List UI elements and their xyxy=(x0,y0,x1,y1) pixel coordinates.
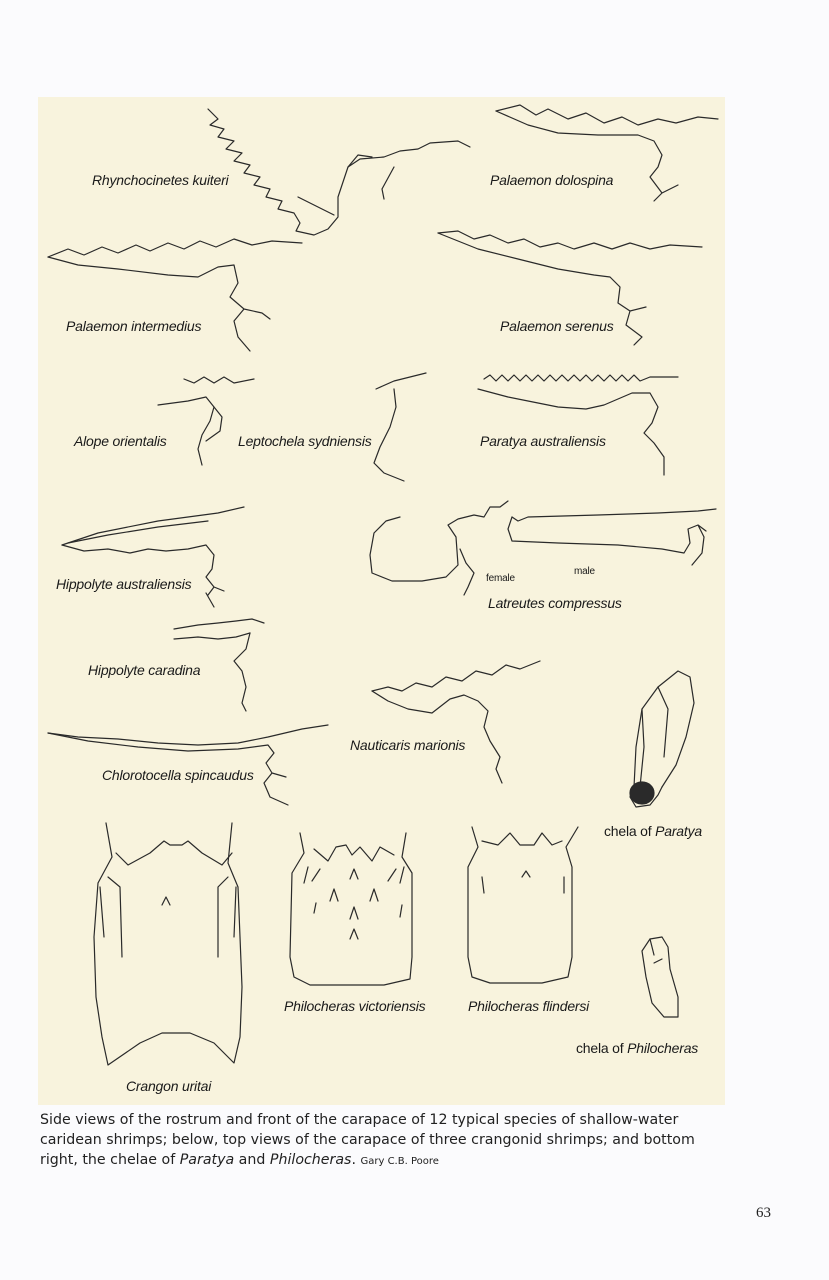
figure-caption xyxy=(40,1110,730,1172)
caption-credit: Gary C.B. Poore xyxy=(360,1156,439,1167)
illustration-plate xyxy=(38,97,725,1105)
drawing-chela-paratya xyxy=(630,671,694,807)
drawing-nauticaris xyxy=(372,661,540,783)
label-chela-of-paratya xyxy=(604,823,702,839)
label-latreutes-female: female xyxy=(486,573,515,584)
label-alope-orientalis: Alope orientalis xyxy=(74,433,167,449)
caption-genus-paratya: Paratya xyxy=(179,1152,235,1168)
label-chela-of-philocheras xyxy=(576,1040,698,1056)
label-palaemon-dolospina: Palaemon dolospina xyxy=(490,172,614,188)
page-number: 63 xyxy=(756,1205,771,1221)
drawing-alope xyxy=(158,377,254,465)
drawing-hippolyte-australiensis xyxy=(62,507,244,607)
label-palaemon-serenus: Palaemon serenus xyxy=(500,318,614,334)
caption-text: Side views of the rostrum and front of the carapace of 12 typical species of shallow-water caridean shrimps; below, top views of the carapace of three crangonid shrimps; and bottom right, the chelae of xyxy=(40,1112,695,1168)
drawing-rhynchocinetes xyxy=(208,109,470,235)
label-palaemon-intermedius: Palaemon intermedius xyxy=(66,318,202,334)
label-paratya-australiensis: Paratya australiensis xyxy=(480,433,606,449)
label-nauticaris-marionis: Nauticaris marionis xyxy=(350,737,466,753)
label-philocheras-victoriensis: Philocheras victoriensis xyxy=(284,998,426,1014)
drawing-leptochela xyxy=(374,373,426,481)
drawing-palaemon-intermedius xyxy=(48,239,302,351)
caption-end: . xyxy=(351,1152,361,1168)
caption-genus-philocheras: Philocheras xyxy=(269,1152,352,1168)
label-hippolyte-caradina: Hippolyte caradina xyxy=(88,662,201,678)
drawing-philocheras-victoriensis xyxy=(290,833,412,985)
drawing-chela-philocheras xyxy=(642,937,678,1017)
label-chela-of-philocheras-genus: Philocheras xyxy=(627,1040,699,1056)
drawing-chlorotocella xyxy=(48,725,328,805)
drawing-philocheras-flindersi xyxy=(468,827,578,983)
label-chela-of-paratya-genus: Paratya xyxy=(655,823,702,839)
caption-and: and xyxy=(234,1152,270,1168)
label-latreutes-compressus: Latreutes compressus xyxy=(488,595,622,611)
label-philocheras-flindersi: Philocheras flindersi xyxy=(468,998,590,1014)
label-crangon-uritai: Crangon uritai xyxy=(126,1078,212,1094)
label-latreutes-male: male xyxy=(574,566,595,577)
label-leptochela-sydniensis: Leptochela sydniensis xyxy=(238,433,372,449)
label-chela-of-paratya-prefix: chela of xyxy=(604,823,656,839)
drawing-crangon xyxy=(94,823,242,1065)
drawing-paratya xyxy=(478,375,678,475)
label-chela-of-philocheras-prefix: chela of xyxy=(576,1040,628,1056)
label-rhynchocinetes-kuiteri: Rhynchocinetes kuiteri xyxy=(92,172,229,188)
label-chlorotocella-spincaudus: Chlorotocella spincaudus xyxy=(102,767,254,783)
label-hippolyte-australiensis: Hippolyte australiensis xyxy=(56,576,192,592)
drawing-latreutes-male xyxy=(508,509,716,565)
